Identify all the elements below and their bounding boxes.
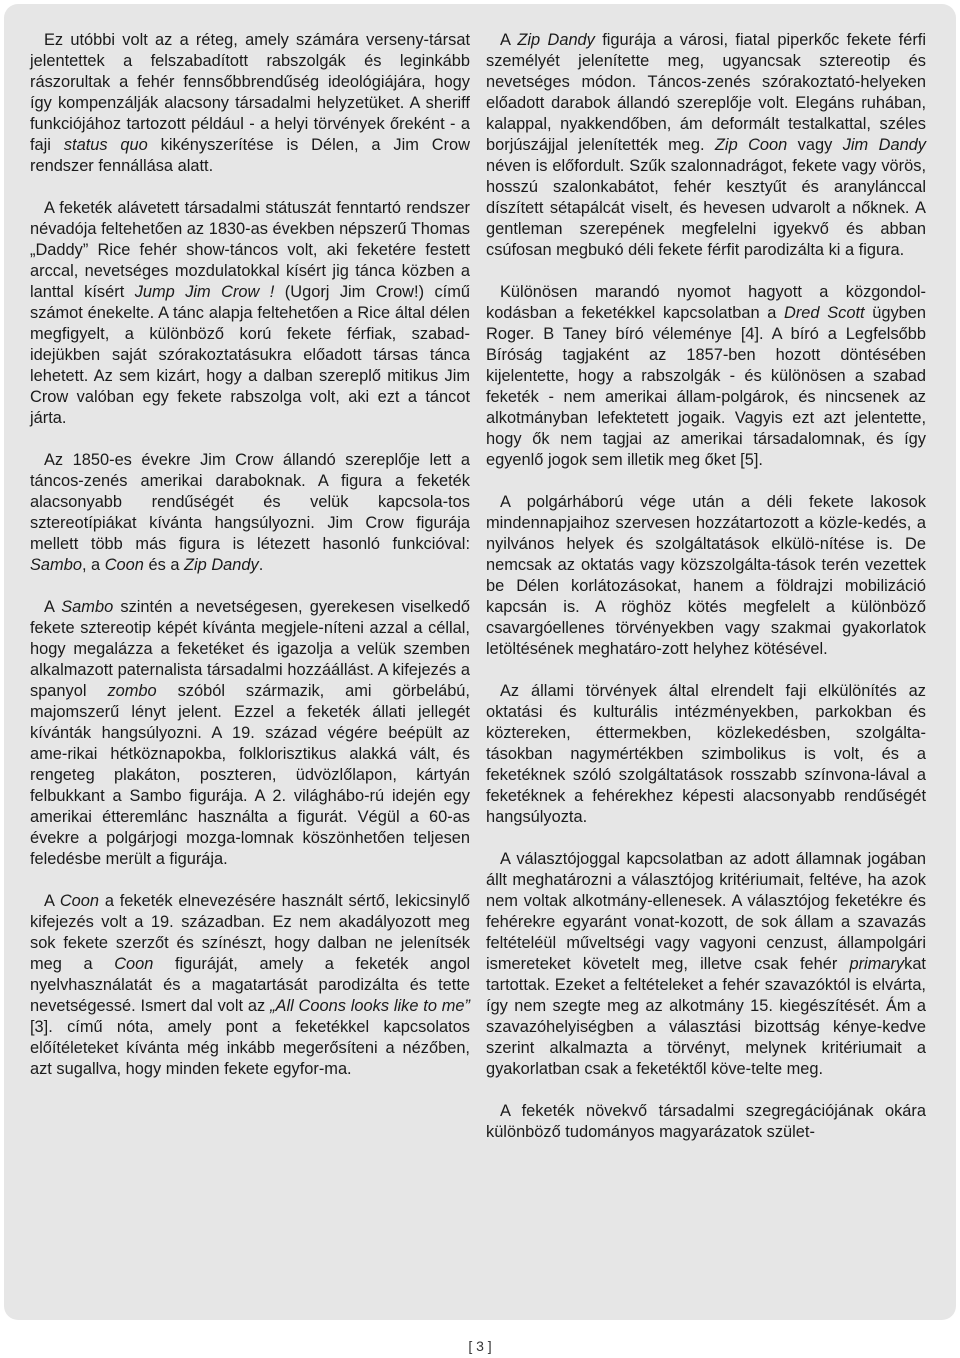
text-run: A feketék alávetett társadalmi státuszát fenntartó rendszer névadója feltehetően az 1830-as években népszerű Thomas „Daddy” Rice fehér show-táncos volt, aki feketére festett arccal, nevetséges mozdulatokkal kísért jig tánca közben a lanttal kísért: [30, 199, 470, 301]
italic-text: Zip Dandy: [517, 31, 595, 49]
paragraph: [30, 30, 470, 177]
paragraph: [486, 30, 926, 261]
text-run: A feketék növekvő társadalmi szegregációjának okára különböző tudományos magyarázatok szület-: [486, 1102, 926, 1141]
text-run: [3]. című nóta, amely pont a feketékkel kapcsolatos előítéleteket kívánta még inkább megerősíteni a nézőben, azt sugallva, hogy minden fekete egyfor-ma.: [30, 1018, 470, 1078]
text-run: szintén a nevetségesen, gyerekesen viselkedő fekete sztereotip képét kívánta megjele-níteni azzal a céllal, hogy megalázza a feketéket és igazolja a velük szemben alkalmazott paternalista társadalmi hozzáállást. A kifejezés a spanyol: [30, 598, 470, 700]
text-run: kikényszerítése is Délen, a Jim Crow rendszer fennállása alatt.: [30, 136, 470, 175]
text-run: szóból származik, ami görbelábú, majomszerű lényt jelent. Ezzel a feketék állati jellegét kívánták hangsúlyozni. A 19. század végére beépült az ame-rikai hétköznapokba, folklorisztikus alakká vált, és rengeteg plakáton, poszteren, üdvözlőlapon, kártyán felbukkant a Sambo figurája. A 2. világhábo-rú idején egy amerikai étteremlánc használta a figurát. Végül a 60-as évekre a polgárjogi mozga-lomnak köszönhetően teljesen feledésbe merült a figurája.: [30, 682, 470, 868]
italic-text: status quo: [63, 136, 148, 154]
italic-text: primary: [849, 955, 905, 973]
text-run: (Ugorj Jim Crow!) című számot énekelte. A tánc alapja feltehetően a Rice által délen megfigyelt, a különböző korú fekete férfiak, szabad-idejükben saját szórakoztatásukra előadott társas tánca lehetett. Az sem kizárt, hogy a dalban szereplő mitikus Jim Crow valóban egy fekete rabszolga volt, aki ezt a táncot járta.: [30, 283, 470, 427]
italic-text: Sambo: [30, 556, 82, 574]
text-run: Az 1850-es évekre Jim Crow állandó szereplője lett a táncos-zenés amerikai daraboknak. A figura a feketék alacsonyabb rendűségét és velük kapcsola-tos sztereotípiákat kívánta hangsúlyozni. Jim Crow figurája mellett több más figura is létezett hasonló funkcióval:: [30, 451, 470, 553]
text-run: és a: [143, 556, 184, 574]
paragraph: [486, 282, 926, 471]
text-run: .: [258, 556, 264, 574]
text-run: a feketék elnevezésére használt sértő, lekicsinylő kifejezés volt a 19. században. Ez nem akadályozott meg sok fekete szerzőt és színészt, hogy dalban ne jelenítsék meg a: [30, 892, 470, 973]
italic-text: Jim Dandy: [842, 136, 926, 154]
italic-text: Dred Scott: [784, 304, 865, 322]
right-column: [486, 30, 926, 1164]
text-run: A polgárháború vége után a déli fekete lakosok mindennapjaihoz szervesen hozzátartozott a közle-kedés, a nyilvános helyek és szolgáltatások elkülö-nítése is. De nemcsak az oktatás vagy közszolgálta-tások terén vezettek be Délen korlátozásokat, hanem a földrajzi mobilizáció kapcsán is. A röghöz kötés megfelelt a különböző csavargóellenes törvényekben vagy szakmai gyakorlatok letöltésének meghatáro-zott helyhez kötésével.: [486, 493, 926, 658]
italic-text: „All Coons looks like to me”: [270, 997, 470, 1015]
page-number: [ 3 ]: [468, 1338, 492, 1354]
paragraph: [30, 597, 470, 870]
italic-text: Jump Jim Crow !: [134, 283, 275, 301]
text-run: ügyben Roger. B Taney bíró véleménye [4]. A bíró a Legfelsőbb Bíróság tagjaként az 1857-ben hozott döntésében kijelentette, hogy a rabszolgák - és különösen a szabad feketék - nem amerikai állam-polgárok, és nincsenek az alkotmányban lefektetett jogaik. Vagyis ezt azt jelentette, hogy ők nem tagjai az amerikai társadalomnak, és így egyenlő jogok sem illetik meg őket [5].: [486, 304, 926, 469]
italic-text: zombo: [107, 682, 157, 700]
italic-text: Zip Coon: [714, 136, 788, 154]
paragraph: [486, 849, 926, 1080]
paragraph: [30, 450, 470, 576]
text-run: néven is előfordult. Szűk szalonnadrágot, fekete vagy vörös, hosszú szalonkabátot, fehér kesztyűt és aranylánccal díszített sétapálcát viselt, és hevesen udvarolt a nőknek. A gentleman szerepének megfelelni igyekvő és abban csúfosan megbukó déli fekete férfit parodizálta ki a figura.: [486, 157, 926, 259]
paragraph: [486, 492, 926, 660]
text-run: Az állami törvények által elrendelt faji elkülönítés az oktatási és kulturális intézményekben, parkokban és köztereken, éttermekben, közlekedésben, szolgálta-tásokban nagymértékben szimbolikus is volt, és a feketéknek szóló szolgáltatások rosszabb színvona-lával a feketéknek a fehérekhez képesti alacsonyabb rendűségét hangsúlyozta.: [486, 682, 926, 826]
text-run: vagy: [787, 136, 843, 154]
italic-text: Coon: [59, 892, 100, 910]
text-run: Ez utóbbi volt az a réteg, amely számára verseny-társat jelentettek a felszabadított rabszolgák és leginkább rászorultak a fehér fennsőbbrendűség ideológiájára, hogy így kompenzálják alacsony társadalmi helyzetüket. A sheriff funkciójához tartozott például - a helyi törvények őreként - a faji: [30, 31, 470, 154]
text-run: kat tartottak. Ezeket a feltételeket a fehér szavazóktól is elvárta, így nem szegte meg az alkotmány 15. kiegészítését. Ám a szavazóhelyiségben a választási bizottság kénye-kedve szerint alkalmazta a törvényt, melynek kritériumait a gyakorlatban csak a feketéktől köve-telte meg.: [486, 955, 926, 1078]
paragraph: [486, 681, 926, 828]
text-run: figurája a városi, fiatal piperkőc fekete férfi személyét jelenítette meg, ugyancsak sztereotip és nevetséges módon. Táncos-zenés szórakoztató-helyeken előadott darabok állandó szereplője volt. Elegáns ruhában, kalappal, nyakkendőben, ám deformált testalkattal, széles borjúszájjal jelenítették meg.: [486, 31, 926, 154]
paragraph: [486, 1101, 926, 1143]
text-run: A: [44, 598, 62, 616]
italic-text: Zip Dandy: [184, 556, 259, 574]
text-run: A: [500, 31, 518, 49]
italic-text: Coon: [114, 955, 154, 973]
italic-text: Sambo: [61, 598, 114, 616]
text-run: figuráját, amely a feketék angol nyelvhasználatát és a magatartását parodizálta és tette nevetségessé. Ismert dal volt az: [30, 955, 471, 1015]
text-run: , a: [81, 556, 105, 574]
paragraph: [30, 198, 470, 429]
text-run: Különösen marandó nyomot hagyott a közgondol-kodásban a feketékkel kapcsolatban a: [486, 283, 926, 322]
left-column: [30, 30, 470, 1101]
text-run: A választójoggal kapcsolatban az adott államnak jogában állt meghatározni a választójog kritériumait, feltéve, ha azok nem voltak alkotmány-ellenesek. A választójog feketékre és fehérekre egyaránt vonat-kozott, de sok állam a szavazás feltételéül műveltségi vagy vagyoni cenzust, állampolgári ismereteket követelt meg, illetve csak fehér: [486, 850, 926, 973]
italic-text: Coon: [104, 556, 144, 574]
paragraph: [30, 891, 470, 1080]
text-run: A: [44, 892, 60, 910]
